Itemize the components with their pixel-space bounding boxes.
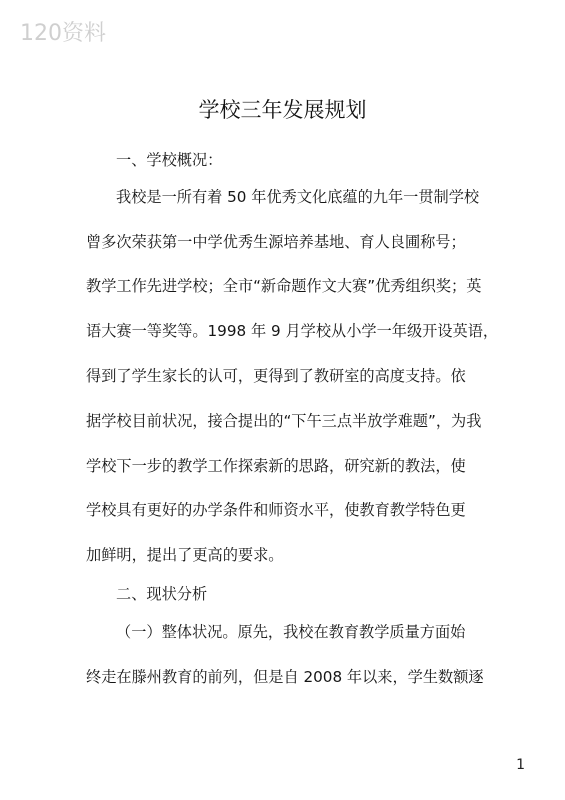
paragraph-line: 我校是一所有着 50 年优秀文化底蕴的九年一贯制学校 [116,188,480,206]
paragraph-line: 据学校目前状况，接合提出的“下午三点半放学难题”，为我 [86,412,482,430]
paragraph-line: 语大赛一等奖等。1998 年 9 月学校从小学一年级开设英语， [86,322,499,340]
paragraph-line: 学校下一步的教学工作探索新的思路，研究新的教法，使 [86,457,466,475]
paragraph-line: 曾多次荣获第一中学优秀生源培养基地、育人良圃称号； [86,233,466,251]
section-heading-analysis: 二、现状分析 [116,585,208,603]
document-title: 学校三年发展规划 [198,98,367,122]
paragraph-line: （一）整体状况。原先，我校在教育教学质量方面始 [116,623,466,641]
paragraph-line: 教学工作先进学校；全市“新命题作文大赛”优秀组织奖；英 [86,277,482,295]
paragraph-line: 终走在滕州教育的前列，但是自 2008 年以来，学生数额逐 [86,668,484,686]
paragraph-line: 得到了学生家长的认可，更得到了教研室的高度支持。依 [86,367,466,385]
watermark: 120资料 [20,21,106,46]
section-heading-overview: 一、学校概况： [116,151,223,169]
paragraph-line: 学校具有更好的办学条件和师资水平，使教育教学特色更 [86,501,466,519]
paragraph-line: 加鲜明，提出了更高的要求。 [86,546,284,564]
page-number: 1 [516,757,525,773]
